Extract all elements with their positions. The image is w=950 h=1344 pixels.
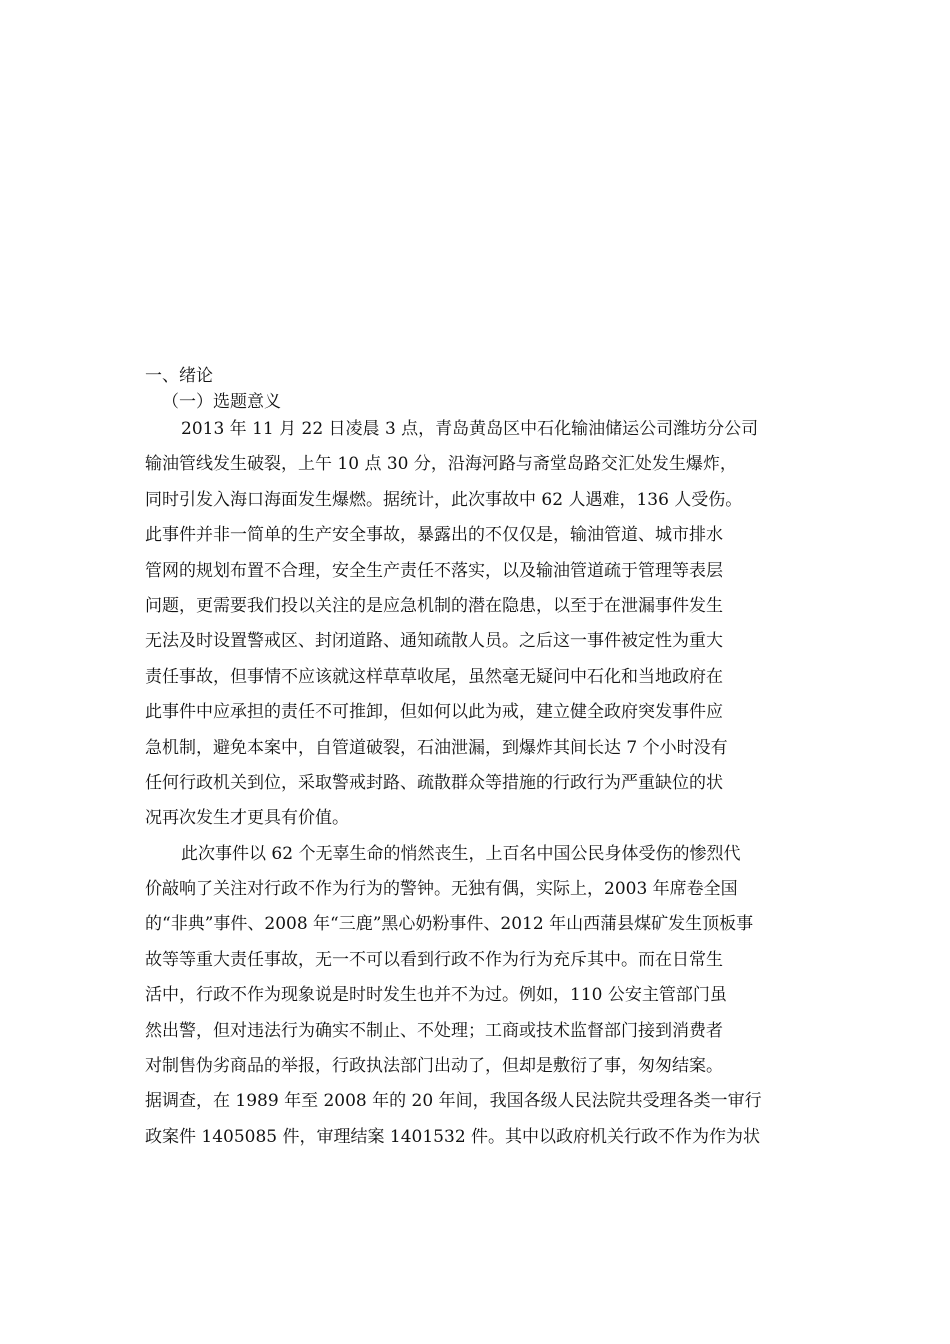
text-line: 据调查，在 1989 年至 2008 年的 20 年间，我国各级人民法院共受理各类一审行 <box>145 1091 762 1112</box>
body-text <box>145 412 807 1155</box>
text-line: 活中，行政不作为现象说是时时发生也并不为过。例如，110 公安主管部门虽 <box>145 985 727 1006</box>
text-line: 价敲响了关注对行政不作为行为的警钟。无独有偶，实际上，2003 年席卷全国 <box>145 879 738 900</box>
text-line: 责任事故，但事情不应该就这样草草收尾，虽然毫无疑问中石化和当地政府在 <box>145 666 723 687</box>
text-line: 输油管线发生破裂，上午 10 点 30 分，沿海河路与斋堂岛路交汇处发生爆炸， <box>145 454 737 475</box>
text-line: 的“非典”事件、2008 年“三鹿”黑心奶粉事件、2012 年山西蒲县煤矿发生顶板事 <box>145 914 754 935</box>
text-line: 此事件并非一简单的生产安全事故，暴露出的不仅仅是，输油管道、城市排水 <box>145 525 723 546</box>
text-line: 政案件 1405085 件，审理结案 1401532 件。其中以政府机关行政不作为作为状 <box>145 1126 761 1147</box>
text-line: 任何行政机关到位，采取警戒封路、疏散群众等措施的行政行为严重缺位的状 <box>145 772 723 793</box>
text-line: 故等等重大责任事故，无一不可以看到行政不作为行为充斥其中。而在日常生 <box>145 949 723 970</box>
text-line: 此事件中应承担的责任不可推卸，但如何以此为戒，建立健全政府突发事件应 <box>145 702 723 723</box>
text-line: 急机制，避免本案中，自管道破裂，石油泄漏，到爆炸其间长达 7 个小时没有 <box>145 737 728 758</box>
text-line: 问题，更需要我们投以关注的是应急机制的潜在隐患，以至于在泄漏事件发生 <box>145 595 723 616</box>
section-heading: 一、绪论 <box>145 366 213 386</box>
text-line: 对制售伪劣商品的举报，行政执法部门出动了，但却是敷衍了事，匆匆结案。 <box>145 1056 723 1077</box>
paragraph-1 <box>145 412 807 837</box>
text-line: 此次事件以 62 个无辜生命的悄然丧生，上百名中国公民身体受伤的惨烈代 <box>181 843 741 864</box>
text-line: 2013 年 11 月 22 日凌晨 3 点，青岛黄岛区中石化输油储运公司潍坊分公司 <box>181 419 759 439</box>
text-line: 况再次发生才更具有价值。 <box>145 808 349 829</box>
text-line: 管网的规划布置不合理，安全生产责任不落实，以及输油管道疏于管理等表层 <box>145 560 723 581</box>
text-line: 同时引发入海口海面发生爆燃。据统计，此次事故中 62 人遇难，136 人受伤。 <box>145 489 743 510</box>
paragraph-2 <box>145 837 807 1156</box>
subsection-heading: （一）选题意义 <box>162 392 281 412</box>
text-line: 无法及时设置警戒区、封闭道路、通知疏散人员。之后这一事件被定性为重大 <box>145 631 723 652</box>
text-line: 然出警，但对违法行为确实不制止、不处理；工商或技术监督部门接到消费者 <box>145 1020 723 1041</box>
